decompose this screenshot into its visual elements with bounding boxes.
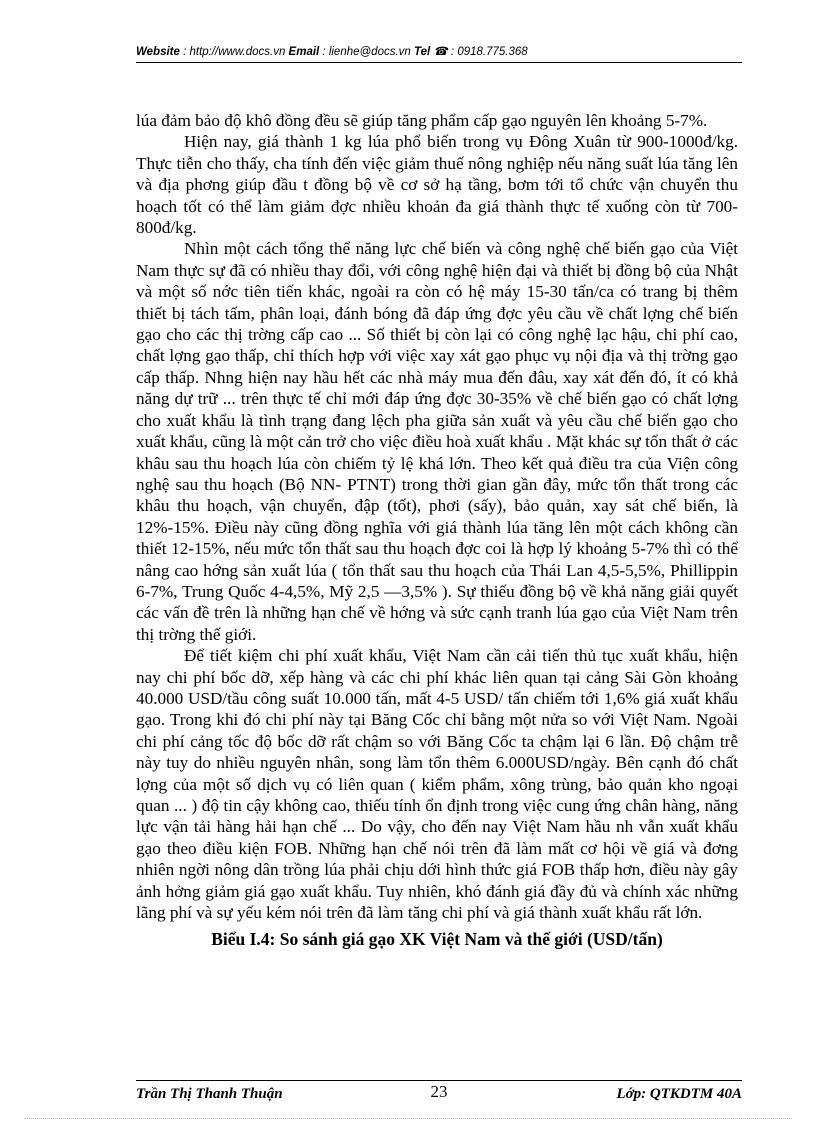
paragraph-1: lúa đảm bảo độ khô đồng đều sẽ giúp tăng phẩm cấp gạo nguyên lên khoảng 5-7%. [136,111,708,130]
document-body [136,110,738,951]
page-header [136,44,742,58]
tel-label: Tel [414,46,431,58]
email-label: Email [288,46,320,58]
paragraph-2: Hiện nay, giá thành 1 kg lúa phổ biến trong vụ Đông Xuân từ 900-1000đ/kg. Thực tiễn cho thấy, cha tính đến việc giảm thuế nông nghiệp nếu năng suất lúa tăng lên và địa phơng giúp đầu t đồng bộ về cơ sở hạ tầng, bơm tới tổ chức vận chuyển thu hoạch tốt có thể làm giảm đợc nhiều khoản đa giá thành thực tế xuống còn từ 700-800đ/kg. [136,132,738,238]
footer-divider [136,1080,742,1081]
paragraph-4: Để tiết kiệm chi phí xuất khẩu, Việt Nam cần cải tiến thủ tục xuất khẩu, hiện nay chi phí bốc dỡ, xếp hàng và các chi phí khác liên quan tại cảng Sài Gòn khoảng 40.000 USD/tầu công suất 10.000 tấn, mất 4-5 USD/ tấn chiếm tới 1,6% giá xuất khẩu gạo. Trong khi đó chi phí này tại Băng Cốc chỉ bằng một nửa so với Việt Nam. Ngoài chi phí cảng tốc độ bốc dỡ rất chậm so với Băng Cốc ta chậm lại 6 lần. Độ chậm trễ này tuy do nhiều nguyên nhân, song làm tổn thêm 6.000USD/ngày. Bên cạnh đó chất lợng của một số dịch vụ có liên quan ( kiểm phẩm, xông trùng, bảo quản kho ngoại quan ... ) độ tin cậy không cao, thiếu tính ổn định trong việc cung ứng chân hàng, năng lực vận tải hàng hải hạn chế ... Do vậy, cho đến nay Việt Nam hầu nh vẫn xuất khẩu gạo theo điều kiện FOB. Những hạn chế nói trên đã làm mất cơ hội về giá và đơng nhiên ngời nông dân trồng lúa phải chịu dới hình thức giá FOB thấp hơn, điều này gây ảnh hởng giảm giá gạo xuất khẩu. Tuy nhiên, khó đánh giá đầy đủ và chính xác những lãng phí và sự yếu kém nói trên đã làm tăng chi phí và giá thành xuất khẩu rất lớn. [136,646,738,923]
author-name: Trần Thị Thanh Thuận [136,1086,283,1102]
page-footer [136,1082,742,1110]
website-label: Website [136,46,180,58]
email-address[interactable]: : lienhe@docs.vn [319,46,415,58]
page-edge [24,1118,792,1119]
website-url[interactable]: : http://www.docs.vn [179,46,289,58]
header-divider [136,62,742,63]
class-label: Lớp: QTKDTM 40A [616,1086,742,1102]
phone-number: ☎ : 0918.775.368 [430,46,528,58]
paragraph-3: Nhìn một cách tổng thể năng lực chế biến và công nghệ chế biến gạo của Việt Nam thực sự đã có nhiều thay đổi, với công nghệ hiện đại và thiết bị đồng bộ của Nhật và một số nớc tiên tiến khác, ngoài ra còn có hệ máy 15-30 tấn/ca có trang bị thêm thiết bị tách tấm, phân loại, đánh bóng đã đáp ứng đợc yêu cầu về chất lợng chế biến gạo cho các thị trờng cấp cao ... Số thiết bị còn lại có công nghệ lạc hậu, chi phí cao, chất lợng gạo thấp, chỉ thích hợp với việc xay xát gạo phục vụ nội địa và thị trờng gạo cấp thấp. Nhng hiện nay hầu hết các nhà máy mua đến đâu, xay xát đến đó, ít có khả năng dự trữ ... trên thực tế chỉ mới đáp ứng đợc 30-35% về chế biến gạo có chất lợng cho xuất khẩu là tình trạng đang lệch pha giữa sản xuất và yêu cầu chế biến gạo cho xuất khẩu, cũng là một cản trở cho việc điều hoà xuất khẩu . Mặt khác sự tổn thất ở các khâu sau thu hoạch lúa còn chiếm tỷ lệ khá lớn. Theo kết quả điều tra của Viện công nghệ sau thu hoạch (Bộ NN- PTNT) trong thời gian gần đây, mức tổn thất trong các khâu thu hoạch, vận chuyển, đập (tốt), phơi (sấy), bảo quản, xay sát chế biến, là 12%-15%. Điều này cũng đồng nghĩa với giá thành lúa tăng lên một cách không cần thiết 12-15%, nếu mức tổn thất sau thu hoạch đợc coi là hợp lý khoảng 5-7% thì có thể nâng cao hớng sản xuất lúa ( tổn thất sau thu hoạch của Thái Lan 4,5-5,5%, Phillippin 6-7%, Trung Quốc 4-4,5%, Mỹ 2,5 —3,5% ). Sự thiếu đồng bộ về khả năng giải quyết các vấn đề trên là những hạn chế về hớng và sức cạnh tranh lúa gạo của Việt Nam trên thị trờng thế giới. [136,239,738,644]
table-caption: Biểu I.4: So sánh giá gạo XK Việt Nam và thế giới (USD/tấn) [211,929,663,950]
page-number: 23 [430,1082,448,1101]
